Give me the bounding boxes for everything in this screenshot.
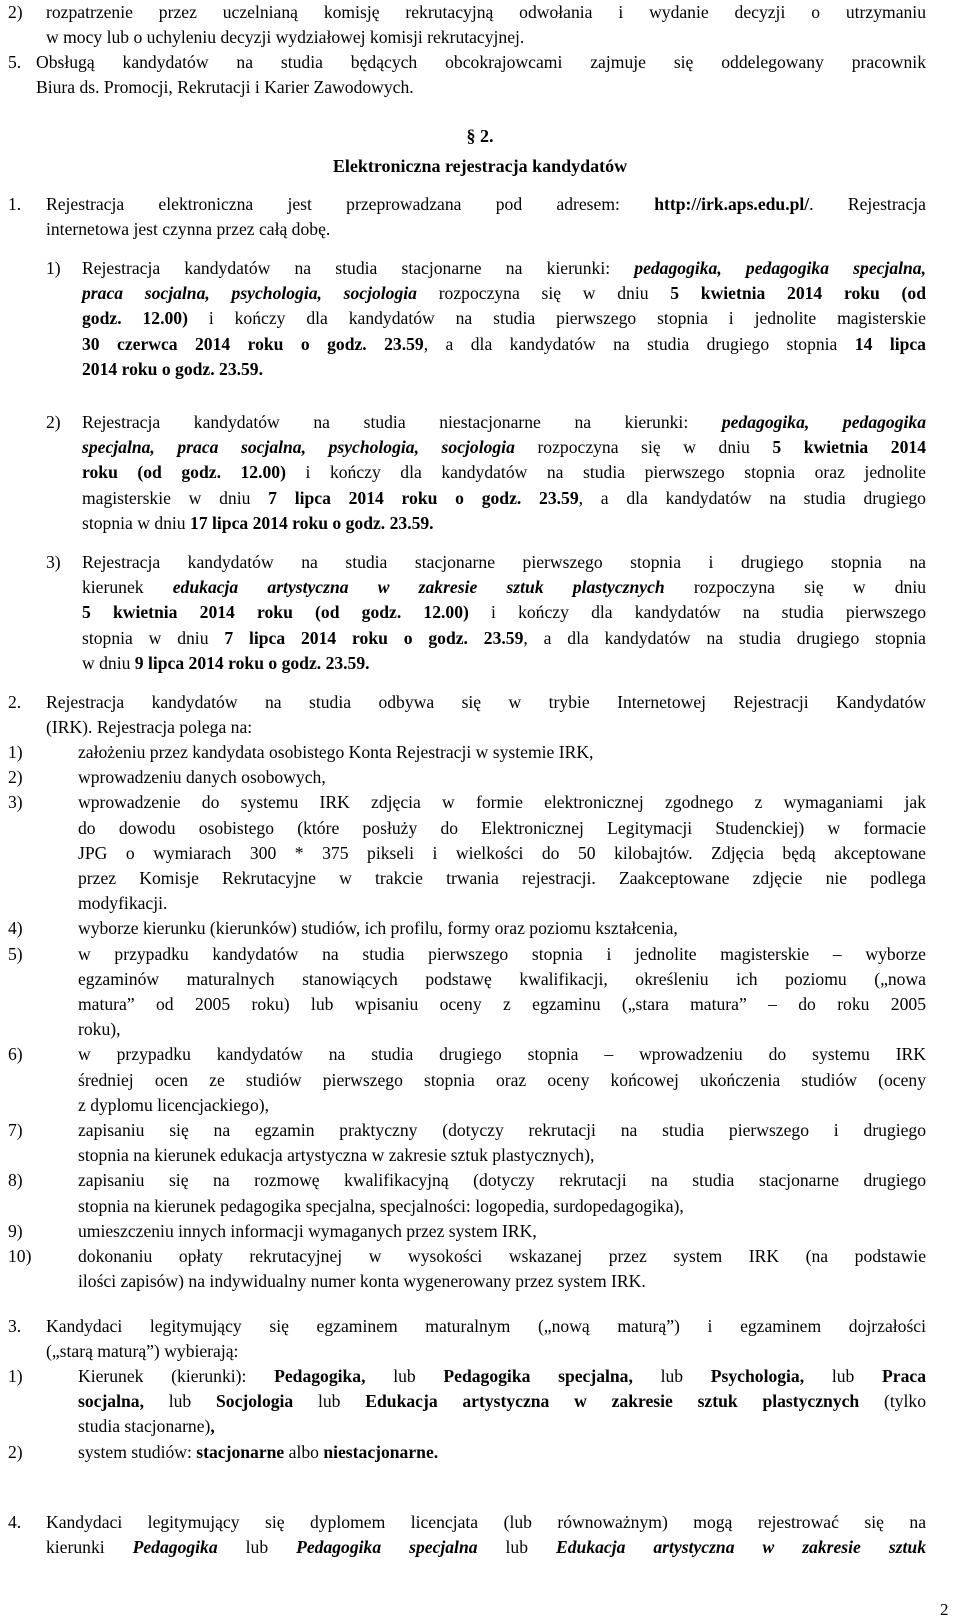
list-item: 5) w przypadku kandydatów na studia pierwszego stopnia i jednolite magisterskie – wyborze egzaminów maturalnych stanowiących podstawę kwalifikacji, określeniu ich poziomu („nowa matura” od 2005 roku) lub wpisaniu oceny z egzaminu („stara matura” – do roku 2005 roku), [8,943,926,1040]
list-item: 10) dokonaniu opłaty rekrutacyjnej w wysokości wskazanej przez system IRK (na podstawie ilości zapisów) na indywidualny numer konta wygenerowany przez system IRK. [8,1246,926,1292]
list-item [8,0,926,50]
item-number: 5. [8,52,22,72]
list-item: 1) Kierunek (kierunki): Pedagogika, lub Pedagogika specjalna, lub Psychologia, lub Praca socjalna, lub Socjologia lub Edukacja artystyczna w zakresie sztuk plastycznych (tylko studia stacjonarne), [8,1366,927,1437]
paragraph-3: 3. Kandydaci legitymujący się egzaminem maturalnym („nową maturą”) i egzaminem dojrzałości („starą maturą”) wybierają: [8,1316,926,1362]
item-line: Obsługą kandydatów na studia będących obcokrajowcami zajmuje się oddelegowany pracownik [36,52,926,72]
item-number: 2) [8,2,23,22]
sub-item: 3) Rejestracja kandydatów na studia stacjonarne pierwszego stopnia i drugiego stopnia na kierunek edukacja artystyczna w zakresie sztuk plastycznych rozpoczyna się w dniu 5 kwietnia 2014 roku (od godz. 12.00) i kończy dla kandydatów na studia pierwszego stopnia w dniu 7 lipca 2014 roku o godz. 23.59, a dla kandydatów na studia drugiego stopnia w dniu 9 lipca 2014 roku o godz. 23.59. [46,552,927,673]
paragraph-number: 1. [8,194,22,214]
item-line: Biura ds. Promocji, Rekrutacji i Karier Zawodowych. [36,77,414,98]
list-item: 7) zapisaniu się na egzamin praktyczny (dotyczy rekrutacji na studia pierwszego i drugiego stopnia na kierunek edukacja artystyczna w zakresie sztuk plastycznych), [8,1120,926,1166]
sub-item: 1) Rejestracja kandydatów na studia stacjonarne na kierunki: pedagogika, pedagogika specjalna, praca socjalna, psychologia, socjologia rozpoczyna się w dniu 5 kwietnia 2014 roku (od godz. 12.00) i kończy dla kandydatów na studia pierwszego stopnia i jednolite magisterskie 30 czerwca 2014 roku o godz. 23.59, a dla kandydatów na studia drugiego stopnia 14 lipca 2014 roku o godz. 23.59. [46,258,927,379]
list-item: 2) wprowadzeniu danych osobowych, [8,767,326,788]
list-item: 2) system studiów: stacjonarne albo niestacjonarne. [8,1441,439,1462]
page-number: 2 [940,1600,949,1619]
p3-list [8,1364,926,1465]
list-item: 3) wprowadzenie do systemu IRK zdjęcia w formie elektronicznej zgodnego z wymaganiami jak do dowodu osobistego (które posłuży do Elektronicznej Legitymacji Studenckiej) w formacie JPG o wymiarach 300 * 375 pikseli i wielkości do 50 kilobajtów. Zdjęcia będą akceptowane przez Komisje Rekrutacyjne w trakcie trwania rejestracji. Zaakceptowane zdjęcie nie podlega modyfikacji. [8,792,926,914]
item-line: rozpatrzenie przez uczelnianą komisję rekrutacyjną odwołania i wydanie decyzji o utrzymaniu [46,2,926,22]
paragraph-1: 1. Rejestracja elektroniczna jest przeprowadzana pod adresem: http://irk.aps.edu.pl/. Rejestracja internetowa jest czynna przez całą dobę. [8,194,926,240]
item-line: w mocy lub o uchyleniu decyzji wydziałowej komisji rekrutacyjnej. [46,27,525,48]
list-item: 1) założeniu przez kandydata osobistego Konta Rejestracji w systemie IRK, [8,742,594,762]
p2-list [8,740,926,1294]
list-item: 9) umieszczeniu innych informacji wymaganych przez system IRK, [8,1220,537,1241]
registration-url[interactable]: http://irk.aps.edu.pl/ [654,194,810,214]
paragraph-4: 4. Kandydaci legitymujący się dyplomem licencjata (lub równoważnym) mogą rejestrować się na kierunki Pedagogika lub Pedagogika specjalna lub Edukacja artystyczna w zakresie sztuk [8,1512,927,1558]
paragraph-2: 2. Rejestracja kandydatów na studia odbywa się w trybie Internetowej Rejestracji Kandydatów (IRK). Rejestracja polega na: [8,692,926,738]
section-title: Elektroniczna rejestracja kandydatów [332,156,628,176]
list-item [8,50,926,100]
section-mark: § 2. [466,126,494,146]
list-item: 4) wyborze kierunku (kierunków) studiów, ich profilu, formy oraz poziomu kształcenia, [8,918,678,939]
list-item: 8) zapisaniu się na rozmowę kwalifikacyjną (dotyczy rekrutacji na studia stacjonarne drugiego stopnia na kierunek pedagogika specjalna, specjalności: logopedia, surdopedagogika), [8,1170,926,1216]
sub-item: 2) Rejestracja kandydatów na studia niestacjonarne na kierunki: pedagogika, pedagogika specjalna, praca socjalna, psychologia, socjologia rozpoczyna się w dniu 5 kwietnia 2014 roku (od godz. 12.00) i kończy dla kandydatów na studia pierwszego stopnia oraz jednolite magisterskie w dniu 7 lipca 2014 roku o godz. 23.59, a dla kandydatów na studia drugiego stopnia w dniu 17 lipca 2014 roku o godz. 23.59. [46,412,926,533]
list-item: 6) w przypadku kandydatów na studia drugiego stopnia – wprowadzeniu do systemu IRK średniej ocen ze studiów pierwszego stopnia oraz oceny końcowej ukończenia studiów (oceny z dyplomu licencjackiego), [8,1044,926,1115]
